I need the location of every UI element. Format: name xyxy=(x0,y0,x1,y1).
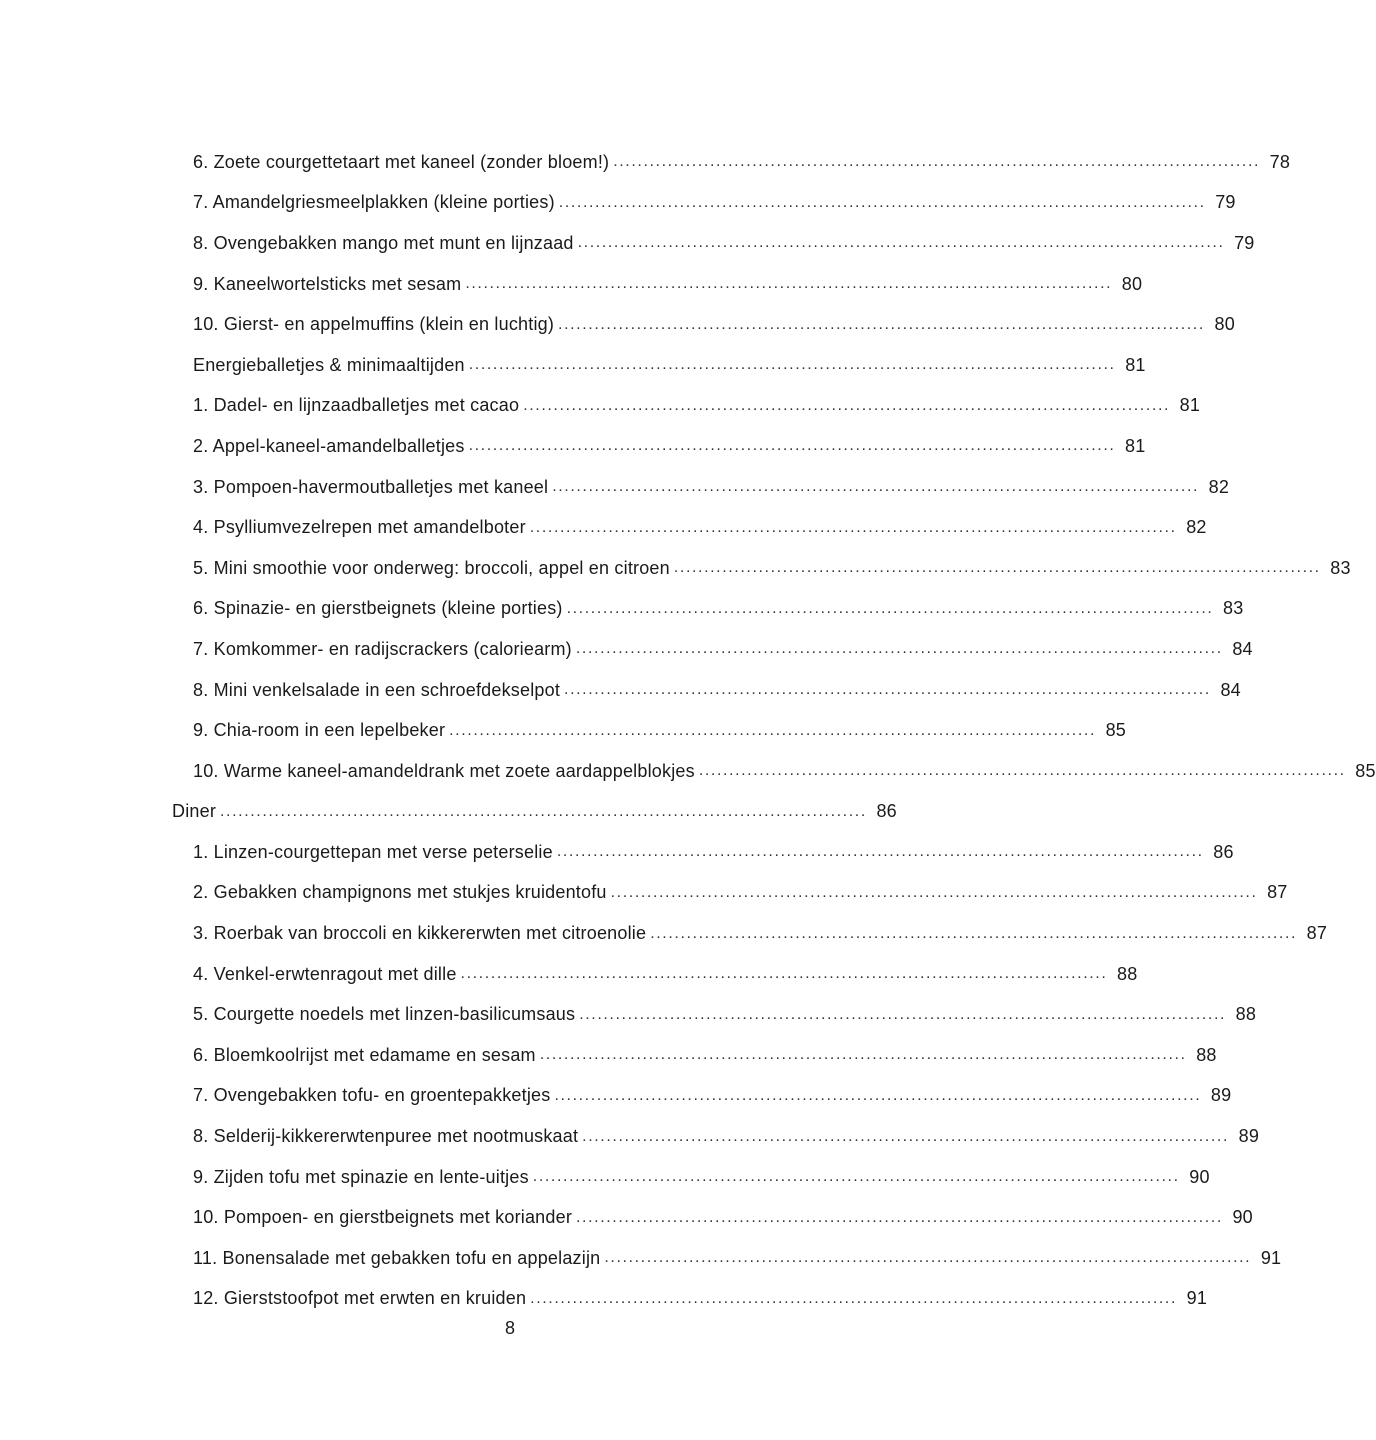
toc-entry-page: 85 xyxy=(1355,760,1376,781)
toc-entry-page: 87 xyxy=(1306,923,1328,944)
toc-dot-leader: ........................................................................................................... xyxy=(566,599,1214,617)
toc-entry[interactable] xyxy=(0,832,1234,873)
toc-entry-title: Diner xyxy=(172,801,217,822)
toc-dot-leader: ........................................................................................................... xyxy=(613,153,1261,171)
toc-entry-title: 6. Bloemkoolrijst met edamame en sesam xyxy=(193,1044,536,1065)
toc-entry-page: 90 xyxy=(1232,1207,1253,1228)
toc-entry[interactable] xyxy=(0,913,1328,954)
toc-entry-title: 4. Venkel-erwtenragout met dille xyxy=(193,963,457,984)
toc-entry[interactable] xyxy=(0,426,1146,467)
toc-entry-title: 3. Pompoen-havermoutballetjes met kaneel xyxy=(193,476,549,497)
toc-entry-page: 88 xyxy=(1235,1004,1257,1025)
toc-entry[interactable] xyxy=(0,670,1241,711)
toc-dot-leader: ........................................................................................................... xyxy=(698,762,1346,780)
toc-dot-leader: ........................................................................................................... xyxy=(468,437,1116,455)
toc-entry-page: 89 xyxy=(1210,1085,1232,1106)
toc-dot-leader: ........................................................................................................... xyxy=(673,559,1321,577)
toc-entry-title: 9. Zijden tofu met spinazie en lente-uitjes xyxy=(193,1166,529,1187)
toc-dot-leader: ........................................................................................................... xyxy=(582,1127,1230,1145)
toc-entry-page: 91 xyxy=(1186,1288,1208,1309)
toc-dot-leader: ........................................................................................................... xyxy=(460,965,1108,983)
toc-entry[interactable] xyxy=(0,223,1255,264)
toc-entry[interactable] xyxy=(0,589,1244,630)
toc-entry-page: 90 xyxy=(1189,1166,1210,1187)
toc-entry-title: 7. Komkommer- en radijscrackers (caloriearm) xyxy=(193,638,572,659)
toc-entry-title: 10. Gierst- en appelmuffins (klein en luchtig) xyxy=(193,314,555,335)
toc-dot-leader: ........................................................................................................... xyxy=(468,356,1116,374)
toc-entry[interactable] xyxy=(0,994,1257,1035)
toc-entry-title: 6. Zoete courgettetaart met kaneel (zonder bloem!) xyxy=(193,151,610,172)
toc-dot-leader: ........................................................................................................... xyxy=(558,315,1205,333)
toc-dot-leader: ........................................................................................................... xyxy=(532,1168,1180,1186)
toc-entry-title: 2. Appel-kaneel-amandelballetjes xyxy=(193,435,465,456)
toc-entry-title: 11. Bonensalade met gebakken tofu en appelazijn xyxy=(193,1247,601,1268)
toc-entry-page: 79 xyxy=(1234,232,1255,253)
toc-entry-page: 81 xyxy=(1179,395,1201,416)
toc-entry-page: 85 xyxy=(1105,720,1126,741)
toc-entry-title: 8. Ovengebakken mango met munt en lijnzaad xyxy=(193,232,574,253)
toc-entry[interactable] xyxy=(0,386,1201,427)
toc-entry-page: 82 xyxy=(1186,517,1207,538)
toc-dot-leader: ........................................................................................................... xyxy=(576,1208,1223,1226)
toc-entry-page: 80 xyxy=(1214,314,1235,335)
toc-entry-page: 83 xyxy=(1223,598,1244,619)
toc-entry-page: 87 xyxy=(1267,882,1288,903)
toc-entry-title: 9. Chia-room in een lepelbeker xyxy=(193,720,446,741)
toc-entry-title: 10. Warme kaneel-amandeldrank met zoete aardappelblokjes xyxy=(193,760,695,781)
toc-entry-title: 10. Pompoen- en gierstbeignets met koriander xyxy=(193,1207,573,1228)
toc-entry[interactable] xyxy=(0,1076,1232,1117)
toc-entry-title: Energieballetjes & minimaaltijden xyxy=(193,354,465,375)
table-of-contents xyxy=(0,142,1376,1319)
toc-entry[interactable] xyxy=(0,467,1230,508)
toc-dot-leader: ........................................................................................................... xyxy=(552,478,1200,496)
toc-entry[interactable] xyxy=(0,629,1253,670)
toc-dot-leader: ........................................................................................................... xyxy=(610,883,1258,901)
toc-entry[interactable] xyxy=(0,142,1291,183)
toc-entry-title: 9. Kaneelwortelsticks met sesam xyxy=(193,273,462,294)
toc-entry-page: 80 xyxy=(1121,273,1143,294)
toc-entry-page: 86 xyxy=(876,801,897,822)
toc-entry[interactable] xyxy=(0,1035,1217,1076)
toc-dot-leader: ........................................................................................................... xyxy=(575,640,1223,658)
toc-entry-title: 5. Courgette noedels met linzen-basilicumsaus xyxy=(193,1004,576,1025)
toc-entry-title: 1. Dadel- en lijnzaadballetjes met cacao xyxy=(193,395,520,416)
toc-dot-leader: ........................................................................................................... xyxy=(465,275,1113,293)
toc-entry[interactable] xyxy=(0,304,1235,345)
toc-entry-page: 88 xyxy=(1116,963,1138,984)
toc-entry-title: 3. Roerbak van broccoli en kikkererwten met citroenolie xyxy=(193,923,647,944)
toc-entry[interactable] xyxy=(0,1116,1260,1157)
toc-entry-page: 88 xyxy=(1196,1044,1217,1065)
toc-entry-title: 5. Mini smoothie voor onderweg: broccoli, appel en citroen xyxy=(193,557,670,578)
toc-entry-title: 8. Selderij-kikkererwtenpuree met nootmuskaat xyxy=(193,1126,579,1147)
toc-entry[interactable] xyxy=(0,751,1376,792)
toc-entry-title: 7. Amandelgriesmeelplakken (kleine porties) xyxy=(193,192,555,213)
toc-entry-title: 7. Ovengebakken tofu- en groentepakketjes xyxy=(193,1085,551,1106)
toc-entry-title: 2. Gebakken champignons met stukjes kruidentofu xyxy=(193,882,607,903)
toc-entry[interactable] xyxy=(0,1238,1282,1279)
toc-entry[interactable] xyxy=(0,873,1288,914)
toc-entry-page: 79 xyxy=(1215,192,1236,213)
toc-entry-page: 84 xyxy=(1220,679,1241,700)
toc-entry-page: 81 xyxy=(1125,354,1146,375)
toc-dot-leader: ........................................................................................................... xyxy=(530,1289,1178,1307)
toc-entry-title: 1. Linzen-courgettepan met verse peterselie xyxy=(193,841,553,862)
toc-dot-leader: ........................................................................................................... xyxy=(220,802,867,820)
toc-entry[interactable] xyxy=(0,1197,1253,1238)
toc-entry[interactable] xyxy=(0,345,1146,386)
toc-dot-leader: ........................................................................................................... xyxy=(523,396,1171,414)
toc-entry[interactable] xyxy=(0,792,1020,833)
toc-dot-leader: ........................................................................................................... xyxy=(564,681,1211,699)
toc-entry-page: 82 xyxy=(1208,476,1230,497)
toc-entry[interactable] xyxy=(0,1279,1208,1320)
toc-entry[interactable] xyxy=(0,548,1351,589)
toc-dot-leader: ........................................................................................................... xyxy=(529,518,1177,536)
toc-entry[interactable] xyxy=(0,954,1138,995)
toc-entry[interactable] xyxy=(0,710,1126,751)
toc-entry-page: 89 xyxy=(1238,1126,1260,1147)
toc-entry-page: 83 xyxy=(1330,557,1351,578)
toc-entry[interactable] xyxy=(0,183,1236,224)
toc-dot-leader: ........................................................................................................... xyxy=(579,1005,1227,1023)
toc-dot-leader: ........................................................................................................... xyxy=(554,1086,1202,1104)
toc-entry-page: 81 xyxy=(1125,435,1146,456)
toc-dot-leader: ........................................................................................................... xyxy=(539,1046,1187,1064)
toc-entry-page: 86 xyxy=(1213,841,1234,862)
page-number: 8 xyxy=(504,1318,515,1338)
toc-dot-leader: ........................................................................................................... xyxy=(556,843,1204,861)
toc-entry[interactable] xyxy=(0,507,1207,548)
toc-dot-leader: ........................................................................................................... xyxy=(650,924,1298,942)
toc-entry[interactable] xyxy=(0,264,1143,305)
toc-dot-leader: ........................................................................................................... xyxy=(604,1249,1252,1267)
toc-dot-leader: ........................................................................................................... xyxy=(558,193,1206,211)
toc-entry-title: 8. Mini venkelsalade in een schroefdekselpot xyxy=(193,679,561,700)
toc-entry-title: 4. Psylliumvezelrepen met amandelboter xyxy=(193,517,526,538)
toc-entry-page: 84 xyxy=(1232,638,1253,659)
toc-dot-leader: ........................................................................................................... xyxy=(449,721,1096,739)
toc-entry-title: 12. Gierststoofpot met erwten en kruiden xyxy=(193,1288,527,1309)
toc-entry-title: 6. Spinazie- en gierstbeignets (kleine porties) xyxy=(193,598,563,619)
toc-entry-page: 78 xyxy=(1269,151,1291,172)
toc-dot-leader: ........................................................................................................... xyxy=(577,234,1225,252)
toc-entry[interactable] xyxy=(0,1157,1210,1198)
toc-entry-page: 91 xyxy=(1260,1247,1282,1268)
